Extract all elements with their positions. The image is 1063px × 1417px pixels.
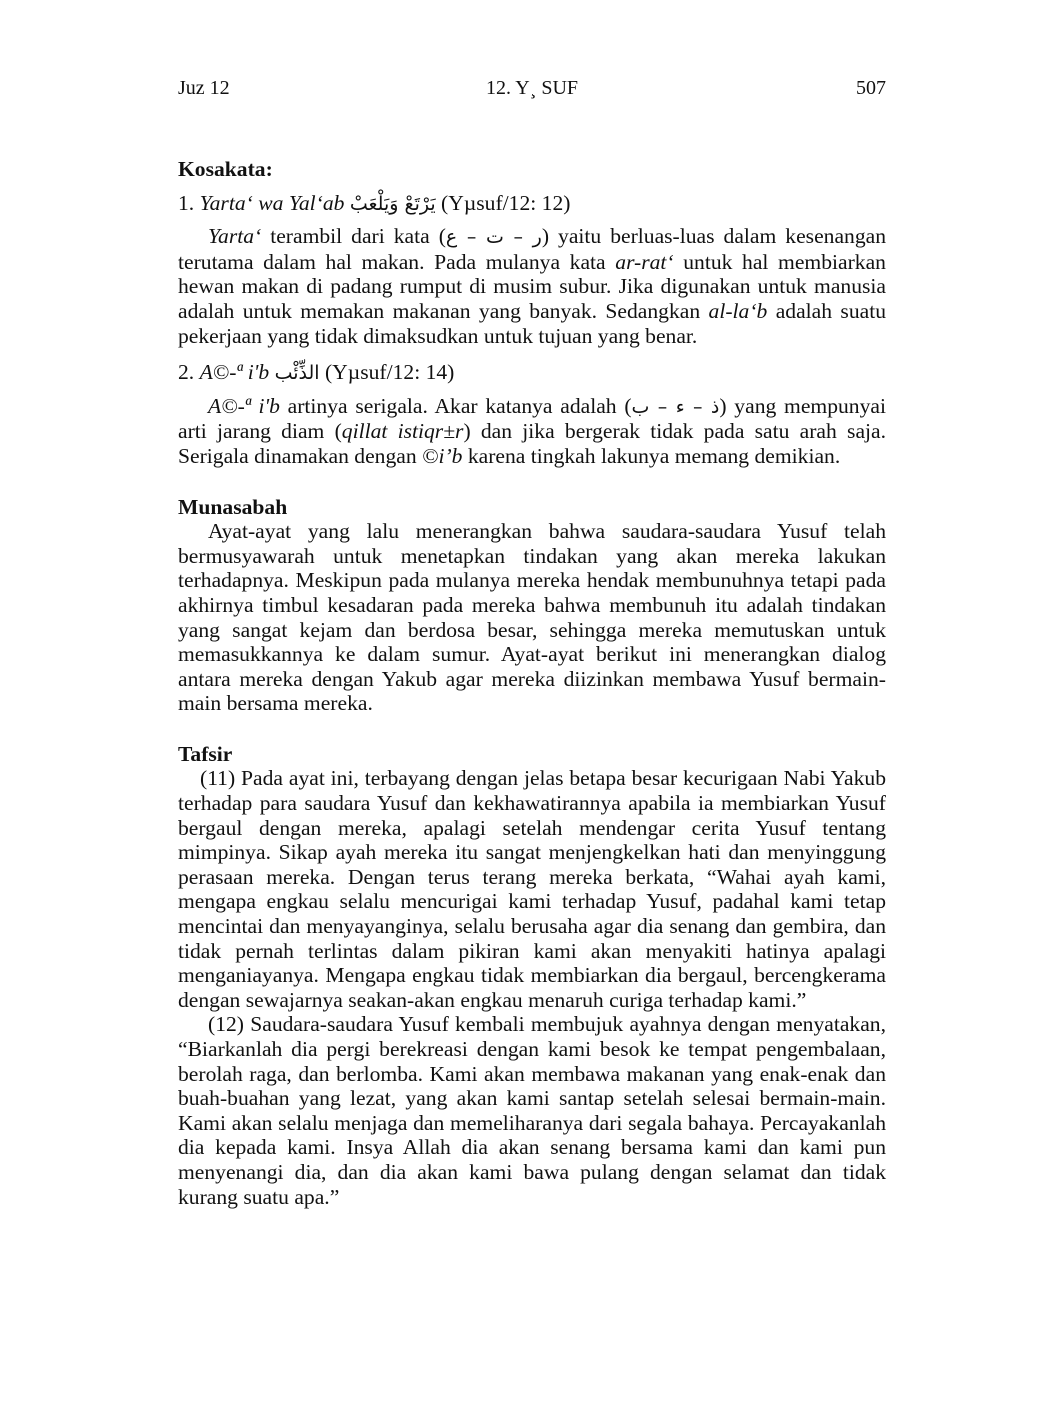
term-2-number: 2. xyxy=(178,360,195,385)
kosakata-heading: Kosakata: xyxy=(178,157,273,181)
juz-label: Juz 12 xyxy=(178,77,230,99)
term-2-def-term3: ©i’b xyxy=(422,443,463,468)
munasabah-paragraph: Ayat-ayat yang lalu menerangkan bahwa saudara-saudara Yusuf telah bermusyawarah untuk menetapkan tindakan yang akan mereka lakukan terhadapnya. Meskipun pada mulanya mereka hendak membunuhnya tetapi pada akhirnya timbul kesadaran pada mereka bahwa membunuh itu adalah tindakan yang sangat kejam dan berdosa besar, sehingga mereka memutuskan untuk memasukkannya ke dalam sumur. Ayat-ayat berikut ini menerangkan dialog antara mereka dengan Yakub agar mereka diizinkan membawa Yusuf bermain-main bersama mereka. xyxy=(178,519,886,716)
term-1-line xyxy=(178,191,886,217)
running-header xyxy=(178,77,886,103)
term-2-def-text-d: karena tingkah lakunya memang demikian. xyxy=(462,443,841,468)
term-2-def-term2: qillat istiqr±r xyxy=(341,419,464,444)
munasabah-heading: Munasabah xyxy=(178,494,288,519)
term-2-def-arabic: ذ – ء – ب xyxy=(631,395,720,418)
term-1-def-text-c: untuk hal membiarkan hewan makan di padang rumput di musim subur. Jika digunakan untuk manusia adalah untuk memakan makanan yang banyak. Sedangkan xyxy=(178,249,886,323)
term-2-arabic: الذِّئْب xyxy=(274,362,320,385)
term-1-def-term3: al-la‘b xyxy=(708,298,768,323)
term-2-def-text-a: artinya serigala. Akar katanya adalah ( xyxy=(279,393,632,418)
term-1-def-text-d: adalah suatu pekerjaan yang tidak dimaksudkan untuk tujuan yang benar. xyxy=(178,298,886,348)
term-2-definition xyxy=(178,394,886,469)
term-2-def-text-c: ) dan jika bergerak tidak pada satu arah saja. Serigala dinamakan dengan xyxy=(178,419,887,468)
term-1-number: 1. xyxy=(178,190,195,215)
term-1-def-term: Yarta‘ xyxy=(208,224,262,249)
tafsir-paragraph-12: (12) Saudara-saudara Yusuf kembali membujuk ayahnya dengan menyatakan, “Biarkanlah dia pergi berekreasi dengan kami besok ke tempat pengembalaan, berolah raga, dan berlomba. Kami akan membawa makanan yang enak-enak dan buah-buahan yang lezat, yang akan kami santap setelah selesai bermain-main. Kami akan selalu menjaga dan memeliharanya dari segala bahaya. Percayakanlah dia kepada kami. Insya Allah dia akan senang bersama kami dan kami pun menyenangi dia, dan dia akan kami bawa pulang dengan selamat dan tidak kurang suatu apa.” xyxy=(178,1012,886,1209)
tafsir-heading: Tafsir xyxy=(178,741,233,766)
term-1-name: Yarta‘ wa Yal‘ab xyxy=(199,190,345,215)
term-1-arabic: يَرْتَعْ وَيَلْعَبْ xyxy=(349,192,436,215)
surah-title: 12. Y¸ SUF xyxy=(485,77,579,99)
term-2-def-text-b: ) yang mempunyai arti jarang diam ( xyxy=(178,393,886,444)
term-1-definition xyxy=(178,224,886,348)
term-1-def-term2: ar-rat‘ xyxy=(615,249,674,274)
page-number: 507 xyxy=(856,77,886,99)
term-1-def-arabic: ر – ت – ع xyxy=(445,226,542,249)
term-1-def-text-a: terambil dari kata ( xyxy=(270,224,446,249)
tafsir-paragraph-11: (11) Pada ayat ini, terbayang dengan jelas betapa besar kecurigaan Nabi Yakub terhadap para saudara Yusuf dan kekhawatirannya apabila ia membiarkan Yusuf bergaul dengan mereka, apalagi setelah mendengar cerita Yusuf tentang mimpinya. Sikap ayah mereka itu sangat menjengkelkan hati dan menyinggung perasaan mereka. Dengan terus terang mereka berkata, “Wahai ayah kami, mengapa engkau selalu mencurigai kami terhadap Yusuf, padahal kami tetap mencintai dan menyayanginya, selalu berusaha agar dia senang dan gembira, dan tidak pernah terlintas dalam pikiran kami akan menyakiti hatinya apalagi menganiayanya. Mengapa engkau tidak membiarkan dia bergaul, bercengkerama dengan sewajarnya seakan-akan engkau menaruh curiga terhadap kami.” xyxy=(178,766,886,1012)
term-2-ref: (Yµsuf/12: 14) xyxy=(324,360,455,385)
term-2-line xyxy=(178,360,886,386)
term-1-def-text-b: ) yaitu berluas-luas dalam kesenangan terutama dalam hal makan. Pada mulanya kata xyxy=(178,224,887,274)
term-1-ref: (Yµsuf/12: 12) xyxy=(441,190,571,215)
term-2-def-term: A©-ª i'b xyxy=(208,393,280,418)
term-2-name: A©-ª i'b xyxy=(199,360,270,385)
page-body xyxy=(178,157,886,1209)
